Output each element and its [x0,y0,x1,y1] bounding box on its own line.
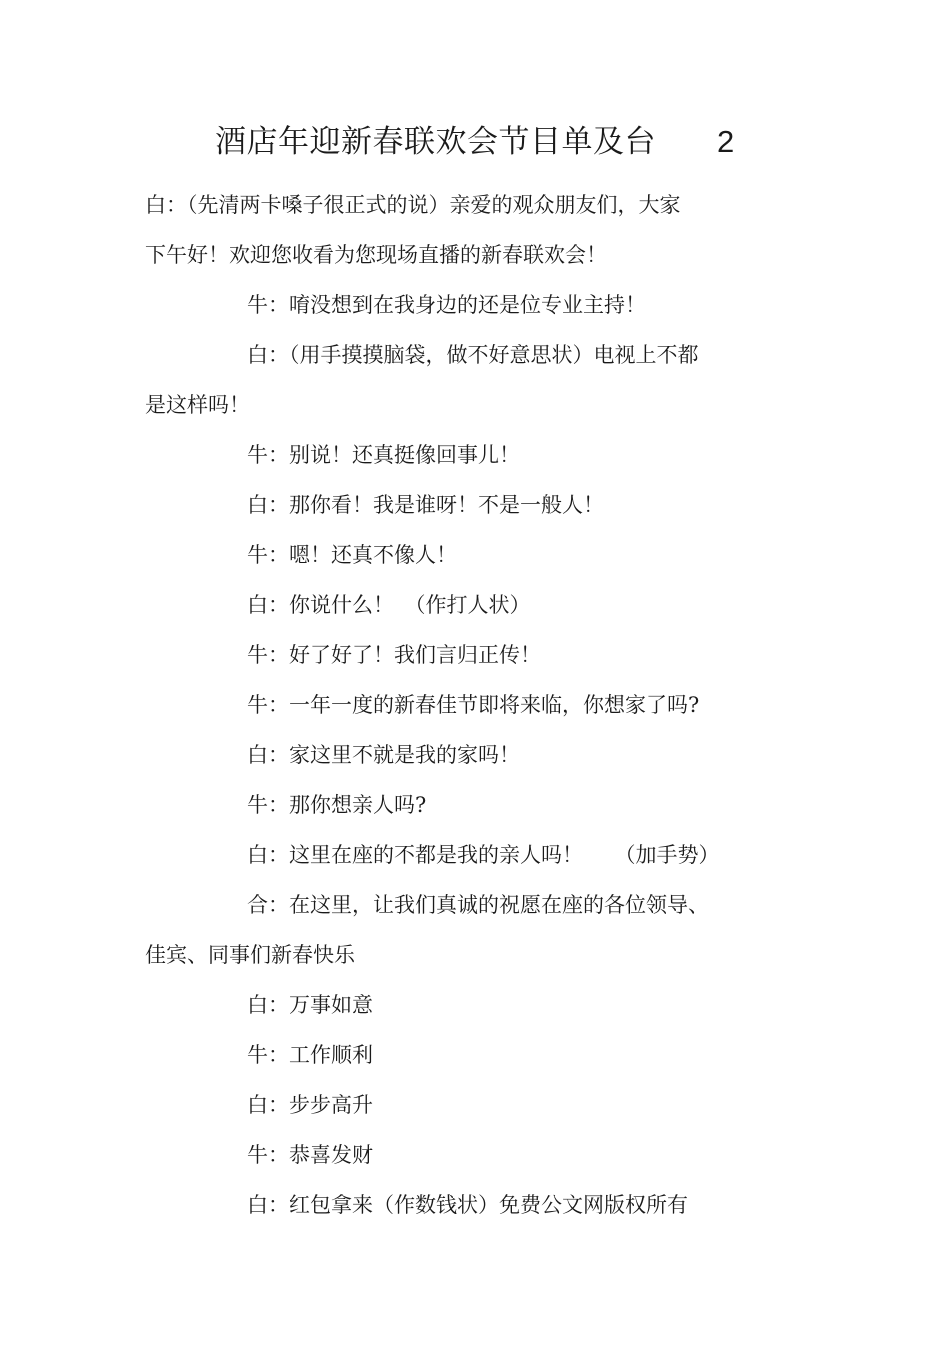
script-line: 白：你说什么！ （作打人状） [247,593,531,617]
page-title: 酒店年迎新春联欢会节目单及台 [215,124,656,160]
script-line: 合：在这里，让我们真诚的祝愿在座的各位领导、 [247,893,709,917]
script-line: 牛：工作顺利 [247,1043,373,1067]
script-line: 牛：嗯！还真不像人！ [247,543,457,567]
script-line: 白：这里在座的不都是我的亲人吗！ （加手势） [247,843,720,867]
script-line: 牛：那你想亲人吗? [247,793,427,817]
title-row [0,120,950,164]
script-line: 牛：别说！还真挺像回事儿！ [247,443,520,467]
script-line: 牛：一年一度的新春佳节即将来临，你想家了吗? [247,693,700,717]
script-line: 白：家这里不就是我的家吗！ [247,743,520,767]
script-line: 白：万事如意 [247,993,373,1017]
script-line: 白：那你看！我是谁呀！不是一般人！ [247,493,604,517]
script-line: 白：步步高升 [247,1093,373,1117]
script-body [145,183,750,1233]
title-number: 2 [717,124,735,159]
script-line: 牛：恭喜发财 [247,1143,373,1167]
script-line: 是这样吗！ [145,393,250,417]
script-line: 牛：好了好了！我们言归正传！ [247,643,541,667]
script-line: 佳宾、同事们新春快乐 [145,943,355,967]
script-line: 白：（先清两卡嗓子很正式的说）亲爱的观众朋友们，大家 [145,193,681,217]
script-line: 牛：唷没想到在我身边的还是位专业主持！ [247,293,646,317]
script-line: 白：（用手摸摸脑袋，做不好意思状）电视上不都 [247,343,699,367]
script-line: 下午好！欢迎您收看为您现场直播的新春联欢会！ [145,243,607,267]
script-line: 白：红包拿来（作数钱状）免费公文网版权所有 [247,1193,688,1217]
